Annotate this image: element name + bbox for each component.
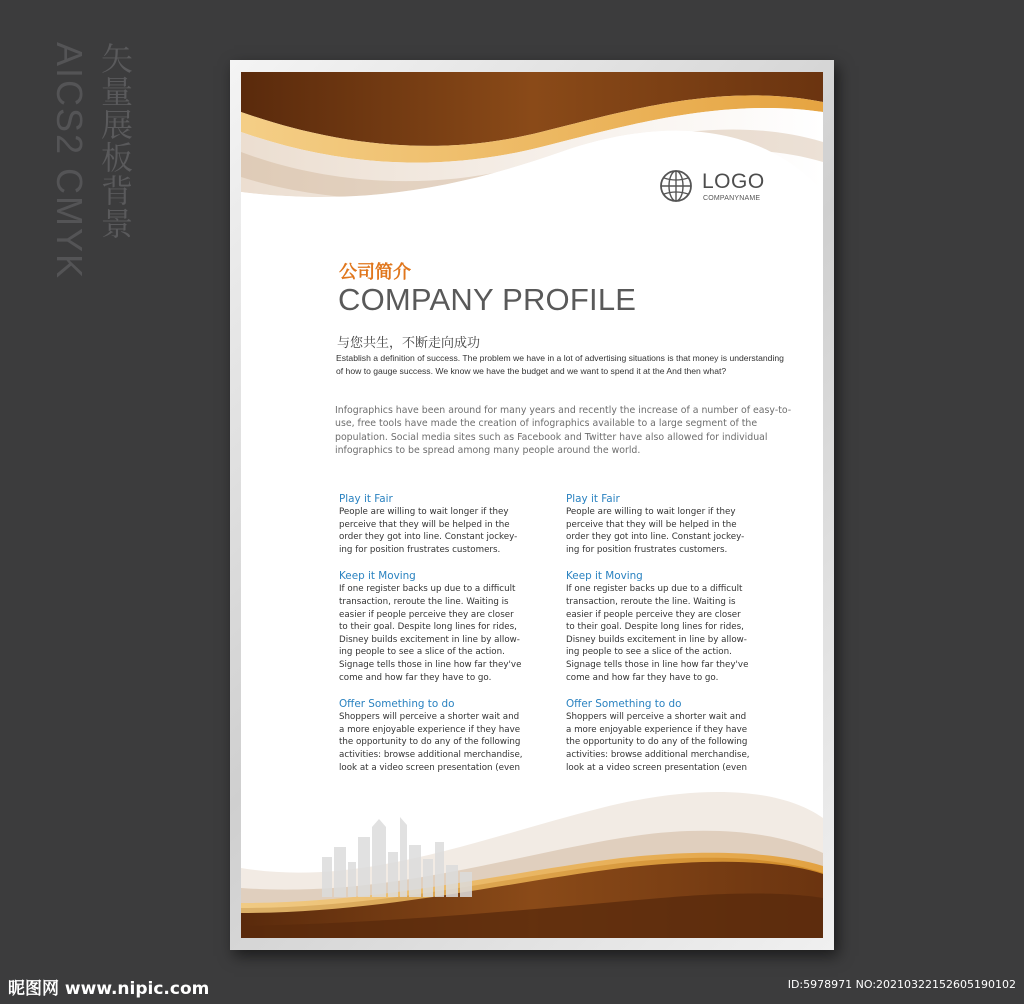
section-title: Keep it Moving xyxy=(339,570,416,583)
side-title-chinese: 矢量展板背景 xyxy=(96,42,134,240)
section-title: Play it Fair xyxy=(339,493,393,505)
section-body: People are willing to wait longer if they perceive that they will be helped in the order they got into line. Constant jockey- ing for position frustrates customers. xyxy=(339,507,518,555)
poster-board xyxy=(241,72,823,938)
site-watermark: 昵图网 www.nipic.com xyxy=(8,979,210,999)
section xyxy=(566,697,778,774)
logo-text: LOGO xyxy=(702,170,765,193)
chinese-title: 公司简介 xyxy=(339,262,411,283)
intro-paragraph-1: Establish a definition of success. The problem we have in a lot of advertising situations is that money is understanding of how to gauge success. We know we have the budget and we want to spend it at the And then what? xyxy=(336,353,784,376)
section-body: Shoppers will perceive a shorter wait and a more enjoyable experience if they have the opportunity to do any of the following activities: browse additional merchandise, look at a video screen presentation (even xyxy=(339,712,523,773)
section xyxy=(339,569,551,684)
section xyxy=(339,697,551,774)
globe-icon xyxy=(658,168,694,204)
right-column xyxy=(566,492,778,774)
image-id-text: ID:5978971 NO:20210322152605190102 xyxy=(787,978,1016,991)
section-body: If one register backs up due to a difficult transaction, reroute the line. Waiting is easier if people perceive they are closer to their goal. Despite long lines for rides, Disney builds excitement in line by allow- ing people to see a slice of the action. Signage tells those in line how far they've come and how far they have to go. xyxy=(566,584,749,683)
section xyxy=(566,492,778,556)
slogan: 与您共生，不断走向成功 xyxy=(337,336,481,351)
side-title-english: AICS2 CMYK xyxy=(49,42,90,281)
section-body: Shoppers will perceive a shorter wait and a more enjoyable experience if they have the opportunity to do any of the following activities: browse additional merchandise, look at a video screen presentation (even xyxy=(566,712,750,773)
section-title: Play it Fair xyxy=(566,493,620,505)
english-title: COMPANY PROFILE xyxy=(338,282,637,317)
intro-paragraph-2: Infographics have been around for many years and recently the increase of a number of easy-to-use, free tools have made the creation of infographics available to a large segment of the population. Social media sites such as Facebook and Twitter have also allowed for individual infographics to be spread among many people around the world. xyxy=(335,405,792,457)
section-body: If one register backs up due to a difficult transaction, reroute the line. Waiting is easier if people perceive they are closer to their goal. Despite long lines for rides, Disney builds excitement in line by allow- ing people to see a slice of the action. Signage tells those in line how far they've come and how far they have to go. xyxy=(339,584,522,683)
logo-company-name: COMPANYNAME xyxy=(703,195,761,202)
section-title: Offer Something to do xyxy=(339,698,455,711)
section-body: People are willing to wait longer if they perceive that they will be helped in the order they got into line. Constant jockey- ing for position frustrates customers. xyxy=(566,507,745,555)
left-column xyxy=(339,492,551,774)
city-skyline-decoration xyxy=(317,817,477,897)
section xyxy=(566,569,778,684)
section xyxy=(339,492,551,556)
section-title: Keep it Moving xyxy=(566,570,643,583)
company-logo xyxy=(658,168,778,214)
section-title: Offer Something to do xyxy=(566,698,682,711)
